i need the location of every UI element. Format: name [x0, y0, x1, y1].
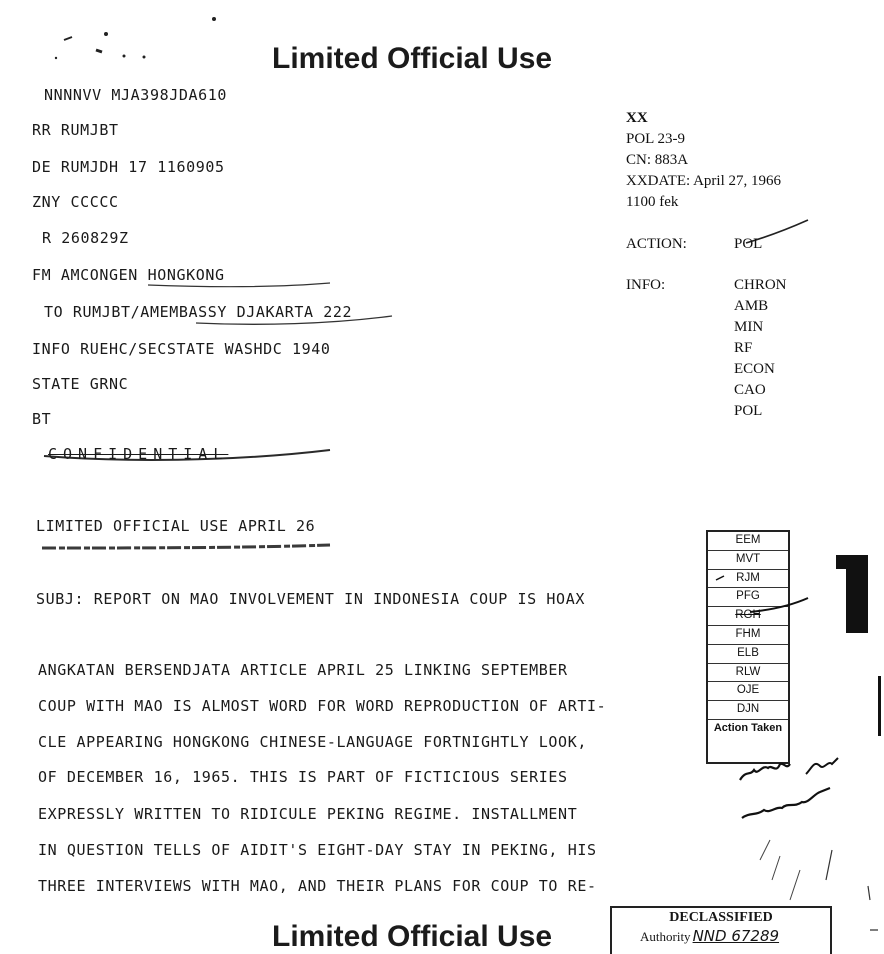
routing-action-taken: Action Taken: [713, 721, 783, 734]
top-classification: Limited Official Use: [272, 42, 553, 75]
declassified-stamp: [610, 906, 832, 954]
stamp-time: 1100 fek: [626, 194, 679, 210]
stamp-info-item: CHRON: [734, 277, 787, 293]
cable-header-line: INFO RUEHC/SECSTATE WASHDC 1940: [32, 340, 331, 358]
routing-initials: MVT: [708, 551, 788, 570]
stamp-info-item: AMB: [734, 298, 769, 314]
cable-header-line: BT: [32, 410, 52, 428]
routing-initials: PFG: [708, 588, 788, 607]
body-line: CLE APPEARING HONGKONG CHINESE-LANGUAGE FORTNIGHTLY LOOK,: [38, 733, 587, 751]
stamp-info-item: POL: [734, 403, 763, 419]
declassified-authority: [640, 927, 830, 945]
stamp-action-value: POL: [734, 236, 763, 252]
authority-label: Authority: [640, 929, 691, 944]
stamp-info-item: RF: [734, 340, 753, 356]
stamp-info-item: CAO: [734, 382, 766, 398]
routing-initials: OJE: [708, 682, 788, 701]
cable-header-line: ZNY CCCCC: [32, 193, 119, 211]
cable-header-line: RR RUMJBT: [32, 121, 119, 139]
cable-header-line: TO RUMJBT/AMEMBASSY DJAKARTA 222: [44, 303, 353, 321]
body-line: THREE INTERVIEWS WITH MAO, AND THEIR PLANS FOR COUP TO RE-: [38, 877, 597, 895]
routing-initials: RGH: [708, 607, 788, 626]
body-line: OF DECEMBER 16, 1965. THIS IS PART OF FICTICIOUS SERIES: [38, 768, 568, 786]
edge-mark: [878, 676, 881, 736]
stamp-action-label: ACTION:: [626, 236, 687, 252]
authority-value: NND 67289: [692, 927, 780, 945]
struck-classification: CONFIDENTIAL: [48, 445, 229, 463]
stamp-file: POL 23-9: [626, 131, 686, 147]
stamp-info-item: ECON: [734, 361, 775, 377]
cable-header-line: NNNNVV MJA398JDA610: [44, 86, 227, 104]
cable-header-line: FM AMCONGEN HONGKONG: [32, 266, 225, 284]
routing-initials: RLW: [708, 664, 788, 683]
routing-initials: EEM: [708, 532, 788, 551]
routing-initials: FHM: [708, 626, 788, 645]
body-line: IN QUESTION TELLS OF AIDIT'S EIGHT-DAY STAY IN PEKING, HIS: [38, 841, 597, 859]
body-line: EXPRESSLY WRITTEN TO RIDICULE PEKING REGIME. INSTALLMENT: [38, 805, 578, 823]
cable-header-line: STATE GRNC: [32, 375, 129, 393]
subject-line: SUBJ: REPORT ON MAO INVOLVEMENT IN INDONESIA COUP IS HOAX: [36, 590, 585, 608]
declassified-title: DECLASSIFIED: [669, 910, 773, 925]
stamp-info-label: INFO:: [626, 277, 666, 293]
stamp-code: XX: [626, 110, 648, 126]
cable-header-line: DE RUMJDH 17 1160905: [32, 158, 225, 176]
stamp-cn: CN: 883A: [626, 152, 689, 168]
stamp-info-item: MIN: [734, 319, 764, 335]
body-line: COUP WITH MAO IS ALMOST WORD FOR WORD REPRODUCTION OF ARTI-: [38, 697, 607, 715]
body-line: ANGKATAN BERSENDJATA ARTICLE APRIL 25 LINKING SEPTEMBER: [38, 661, 568, 679]
routing-initials: ELB: [708, 645, 788, 664]
routing-initials: RJM: [708, 570, 788, 589]
dateline: LIMITED OFFICIAL USE APRIL 26: [36, 517, 316, 535]
stamp-date: XXDATE: April 27, 1966: [626, 173, 781, 189]
routing-initials: DJN: [708, 701, 788, 720]
page-marker-hook: [836, 555, 850, 569]
bottom-classification: Limited Official Use: [272, 920, 553, 953]
cable-header-line: R 260829Z: [42, 229, 129, 247]
